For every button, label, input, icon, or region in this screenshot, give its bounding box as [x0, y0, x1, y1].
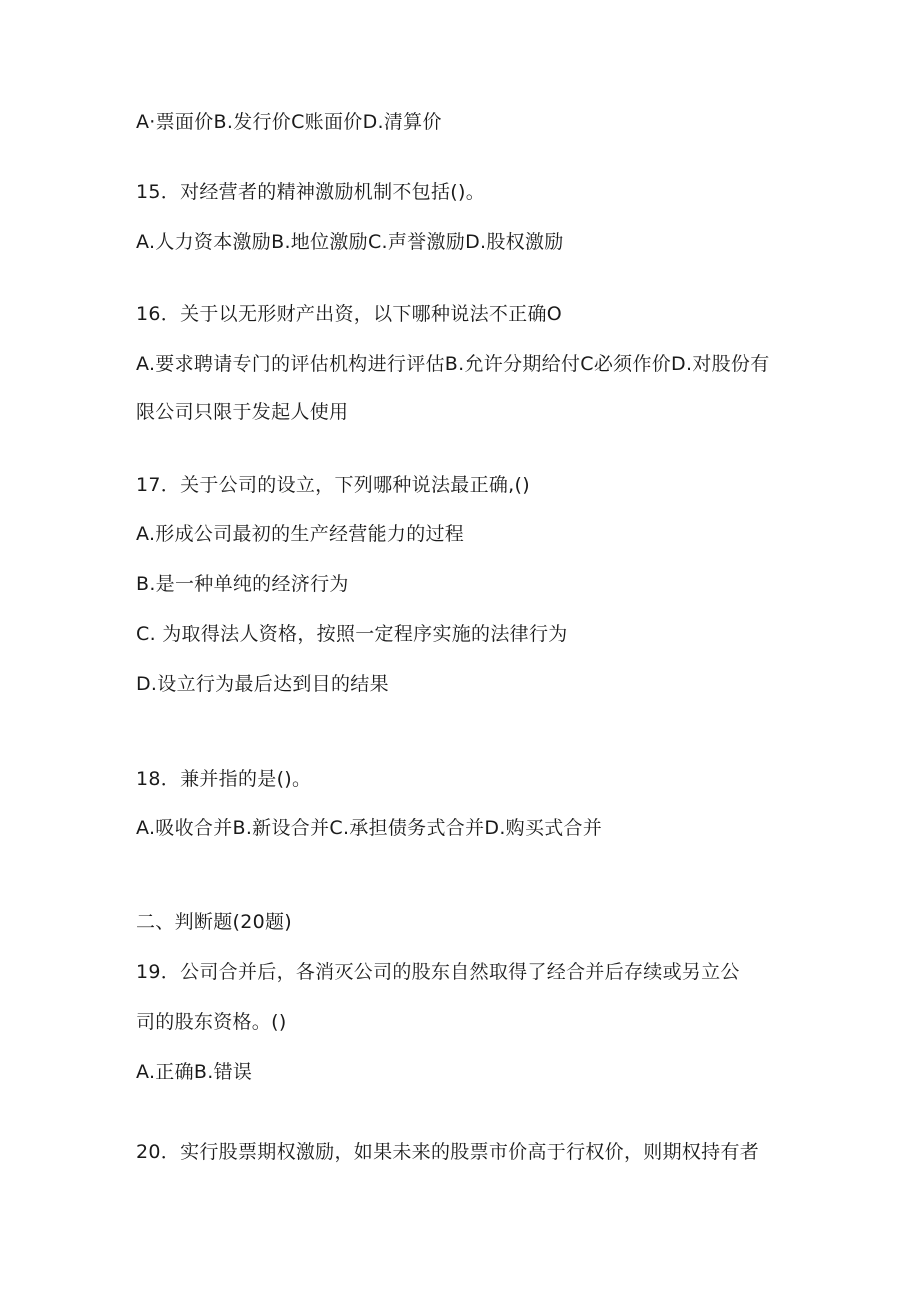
question-15-options: A.人力资本激励B.地位激励C.声誉激励D.股权激励 — [136, 231, 564, 253]
question-19-stem-continued: 司的股东资格。() — [136, 1011, 287, 1033]
question-17-option-d: D.设立行为最后达到目的结果 — [136, 673, 389, 695]
question-19-stem: 19．公司合并后，各消灭公司的股东自然取得了经合并后存续或另立公 — [136, 961, 740, 983]
question-20-stem: 20．实行股票期权激励，如果未来的股票市价高于行权价，则期权持有者 — [136, 1141, 760, 1163]
question-16-stem: 16．关于以无形财产出资，以下哪种说法不正确O — [136, 303, 563, 325]
question-15-stem: 15．对经营者的精神激励机制不包括()。 — [136, 181, 486, 203]
question-14-options: A·票面价B.发行价C账面价D.清算价 — [136, 111, 442, 133]
question-17-stem: 17．关于公司的设立，下列哪种说法最正确,() — [136, 474, 530, 496]
question-19-options: A.正确B.错误 — [136, 1061, 253, 1083]
question-18-options: A.吸收合并B.新设合并C.承担债务式合并D.购买式合并 — [136, 817, 603, 839]
question-16-options-continued: 限公司只限于发起人使用 — [136, 401, 349, 423]
question-17-option-c: C. 为取得法人资格，按照一定程序实施的法律行为 — [136, 623, 568, 645]
question-17-option-b: B.是一种单纯的经济行为 — [136, 573, 349, 595]
question-17-option-a: A.形成公司最初的生产经营能力的过程 — [136, 523, 465, 545]
question-16-options: A.要求聘请专门的评估机构进行评估B.允许分期给付C必须作价D.对股份有 — [136, 353, 770, 375]
question-18-stem: 18．兼并指的是()。 — [136, 768, 312, 790]
section-heading: 二、判断题(20题) — [136, 911, 293, 933]
